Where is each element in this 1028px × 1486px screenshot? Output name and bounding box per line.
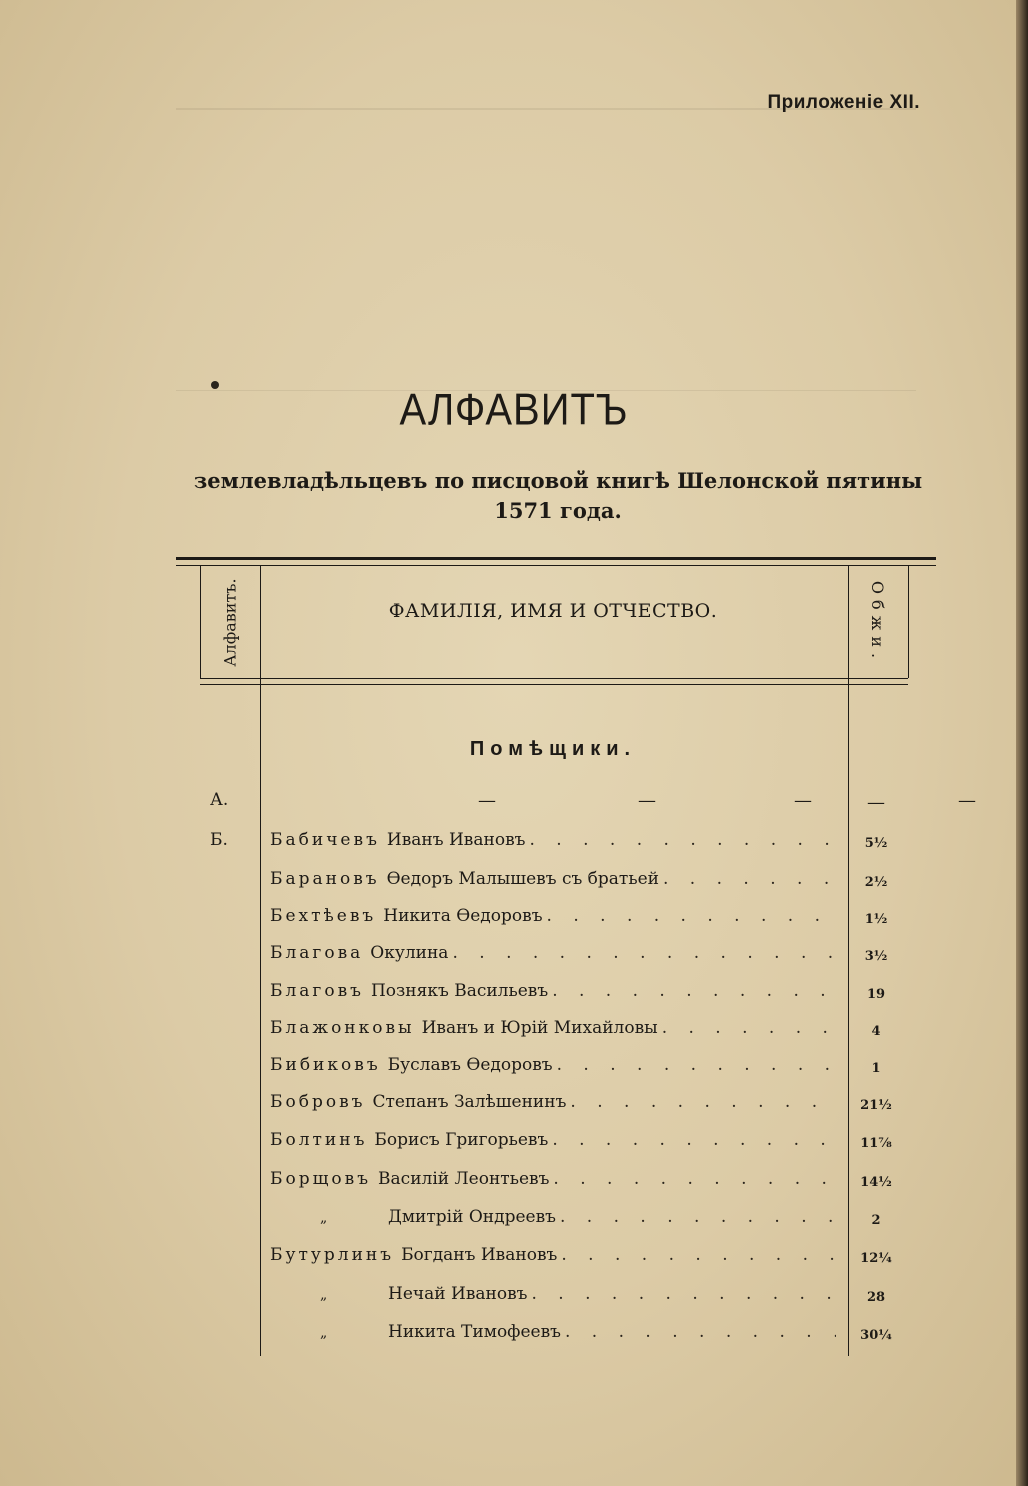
appendix-label: Приложеніе XII. [767, 92, 920, 113]
page-subtitle [0, 466, 1028, 526]
row-value: 30¼ [860, 1328, 892, 1343]
table-top-rule-thin [176, 565, 936, 566]
table-row [200, 830, 908, 866]
row-value: 5½ [864, 836, 888, 851]
row-value: 2 [871, 1213, 881, 1228]
row-entry [320, 1322, 836, 1342]
column-header-obzhi [848, 570, 908, 674]
row-value: 1 [871, 1061, 881, 1076]
table-top-rule [176, 557, 936, 560]
leader-dots [553, 1169, 836, 1189]
row-surname: Бабичевъ [270, 830, 380, 850]
row-given-name: Иванъ Ивановъ [386, 830, 526, 850]
row-surname: Борщовъ [270, 1169, 372, 1189]
row-entry [270, 869, 836, 889]
row-surname: Бобровъ [270, 1092, 366, 1112]
row-value: 1½ [864, 912, 888, 927]
subtitle-line-2: 1571 года. [494, 498, 622, 523]
row-surname: Блажонковы [270, 1018, 415, 1038]
table-row [200, 1018, 908, 1054]
row-entry [270, 1130, 836, 1150]
row-value: — [867, 792, 885, 813]
leader-dots [565, 1322, 836, 1342]
dash-mark: — [478, 790, 496, 811]
table-row [200, 1207, 908, 1243]
row-given-name: Познякъ Васильевъ [370, 981, 549, 1001]
row-value: 19 [866, 987, 886, 1002]
ditto-mark: „ [320, 1210, 328, 1226]
leader-dots [531, 1284, 836, 1304]
ditto-mark: „ [320, 1325, 328, 1341]
row-surname: Благова [270, 943, 364, 963]
leader-dots [557, 1055, 836, 1075]
table-row [200, 1245, 908, 1281]
table-header-rule [200, 678, 908, 679]
row-given-name: Буславъ Өедоровъ [387, 1055, 553, 1075]
leader-dots [561, 1245, 836, 1265]
row-value: 11⅞ [860, 1136, 892, 1151]
leader-dots [662, 1018, 836, 1038]
dash-mark: — [638, 790, 656, 811]
leader-dots [452, 943, 836, 963]
table-row [200, 1092, 908, 1128]
row-entry [270, 830, 836, 850]
row-value: 12¼ [860, 1251, 892, 1266]
row-entry [270, 1169, 836, 1189]
table-row [200, 1169, 908, 1205]
row-given-name: Никита Тимофеевъ [388, 1322, 561, 1342]
leader-dots [663, 869, 836, 889]
row-surname: Бибиковъ [270, 1055, 381, 1075]
row-surname: Бехтѣевъ [270, 906, 377, 926]
bleed-through-text [176, 108, 916, 391]
row-given-name: Борисъ Григорьевъ [374, 1130, 549, 1150]
page-title: АЛФАВИТЪ [399, 385, 629, 435]
row-given-name: Дмитрій Ондреевъ [388, 1207, 556, 1227]
row-entry [270, 1018, 836, 1038]
row-value: 28 [866, 1290, 886, 1305]
dash-mark: — [794, 790, 812, 811]
table-row [200, 943, 908, 979]
column-header-alphabet [200, 570, 260, 674]
subtitle-line-1: землевладѣльцевъ по писцовой книгѣ Шелонской пятины [193, 468, 923, 493]
table-row [200, 790, 976, 826]
row-given-name: Никита Өедоровъ [383, 906, 543, 926]
row-given-name: Богданъ Ивановъ [401, 1245, 558, 1265]
row-entry [270, 1092, 836, 1112]
row-entry [320, 1284, 836, 1304]
row-value: 4 [871, 1024, 881, 1039]
row-given-name: Иванъ и Юрій Михайловы [421, 1018, 658, 1038]
row-entry [320, 1207, 836, 1227]
row-given-name: Василій Леонтьевъ [378, 1169, 550, 1189]
row-letter: А. [210, 790, 229, 810]
page-edge-shadow [1016, 0, 1028, 1486]
row-value: 14½ [860, 1175, 892, 1190]
table-row [200, 869, 908, 905]
column-header-name: ФАМИЛІЯ, ИМЯ И ОТЧЕСТВО. [388, 600, 718, 622]
row-value: 2½ [864, 875, 888, 890]
table-right-border [908, 566, 909, 678]
row-entry [270, 1245, 836, 1265]
leader-dots [529, 830, 836, 850]
row-entry [270, 1055, 836, 1075]
dash-mark: — [958, 790, 976, 811]
row-given-name: Өедоръ Малышевъ съ братьей [386, 869, 659, 889]
row-surname: Барановъ [270, 869, 380, 889]
row-value: 21½ [860, 1098, 892, 1113]
row-given-name: Степанъ Залѣшенинъ [372, 1092, 567, 1112]
row-given-name: Нечай Ивановъ [388, 1284, 528, 1304]
leader-dots [552, 981, 836, 1001]
row-entry [270, 981, 836, 1001]
row-surname: Болтинъ [270, 1130, 368, 1150]
leader-dots [552, 1130, 836, 1150]
section-heading: Помѣщики. [469, 738, 637, 760]
table-row [200, 981, 908, 1017]
row-surname: Бутурлинъ [270, 1245, 395, 1265]
leader-dots [547, 906, 836, 926]
table-row [200, 1055, 908, 1091]
column-header-alphabet-text: Алфавитъ. [220, 577, 240, 667]
ditto-mark: „ [320, 1287, 328, 1303]
row-surname: Благовъ [270, 981, 364, 1001]
table-row [200, 1322, 908, 1358]
row-entry [270, 906, 836, 926]
table-row [200, 1130, 908, 1166]
table-row [200, 906, 908, 942]
column-header-obzhi-text: Обжи. [868, 580, 888, 664]
table-row [200, 1284, 908, 1320]
leader-dots [570, 1092, 836, 1112]
row-entry [270, 943, 836, 963]
row-given-name: Окулина [370, 943, 449, 963]
table-header-rule-thin [200, 684, 908, 685]
leader-dots [560, 1207, 836, 1227]
row-value: 3½ [864, 949, 888, 964]
row-letter: Б. [210, 830, 228, 850]
